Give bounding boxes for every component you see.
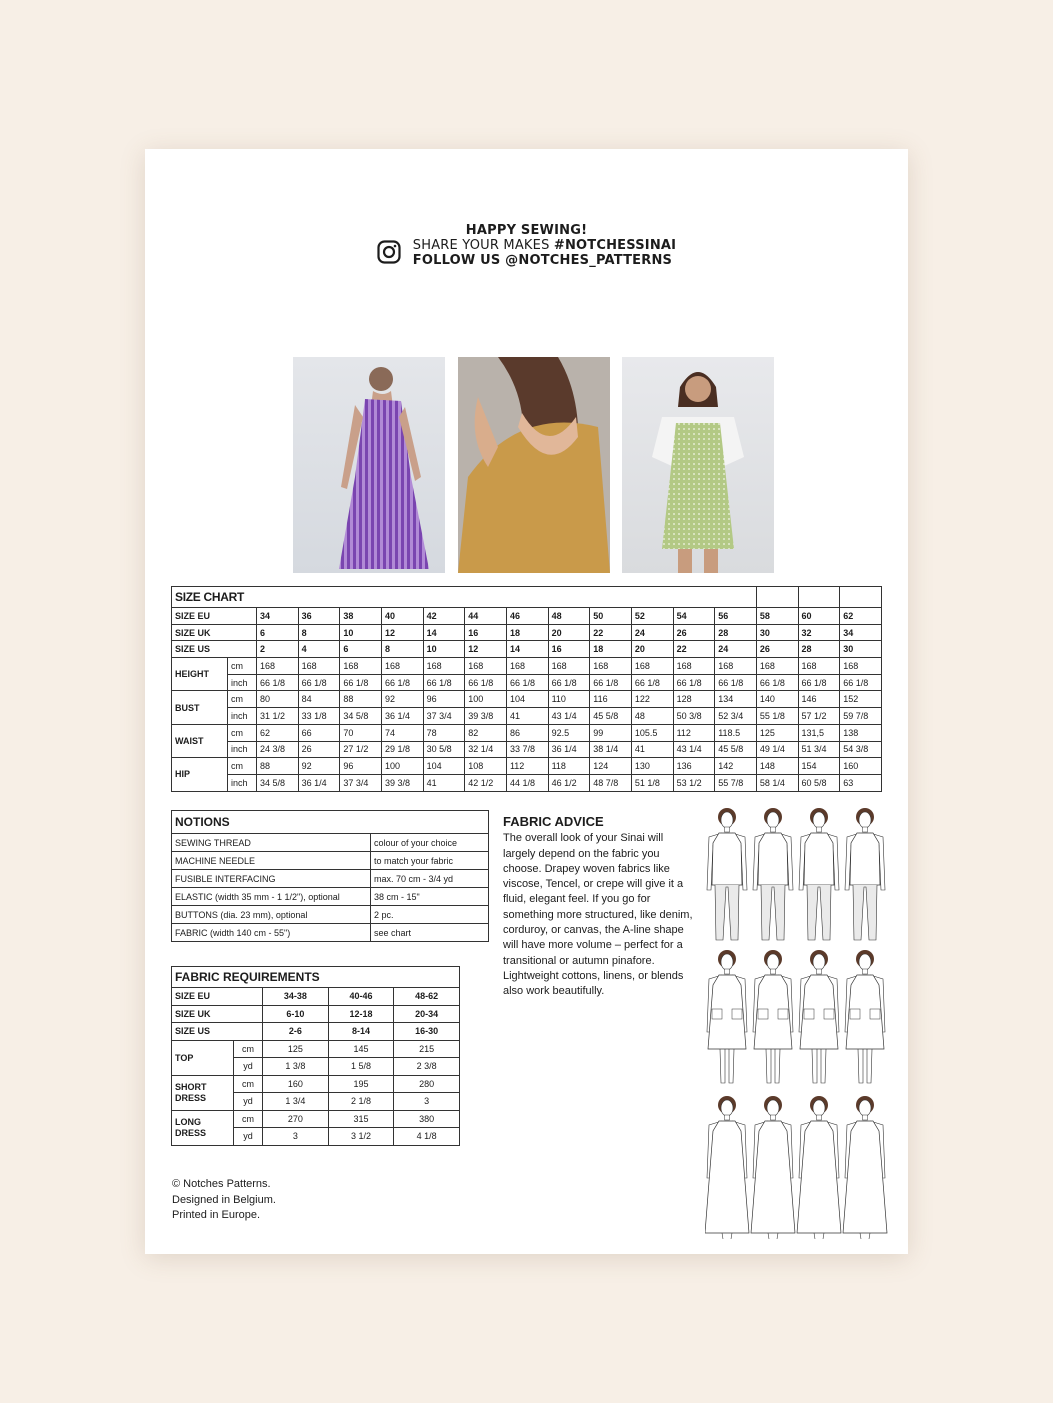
top-figure-1 (707, 808, 747, 940)
photo-purple-striped-dress (293, 357, 445, 573)
share-line: SHARE YOUR MAKES #NOTCHESSINAI (412, 238, 677, 253)
fabric-advice (503, 814, 693, 1000)
short-dress-cm-row: SHORT DRESS cm 160 195 280 (172, 1075, 460, 1093)
size-uk-row: SIZE UK 6 8 10 12 14 16 18 20 22 24 26 28 30 32 34 (172, 624, 882, 641)
bust-cm-row: BUST cm 80 84 88 92 96 100 104 110 116 122 128 134 140 146 152 (172, 691, 882, 708)
short-dress-figure-1 (707, 950, 747, 1083)
fabric-advice-title: FABRIC ADVICE (503, 814, 604, 829)
printed-in: Printed in Europe. (172, 1209, 261, 1221)
long-dress-figure-4 (843, 1096, 887, 1239)
top-figure-3 (799, 808, 839, 940)
hip-cm-row: HIP cm 88 92 96 100 104 108 112 118 124 130 136 142 148 154 160 (172, 758, 882, 775)
technical-drawings (705, 805, 890, 1245)
notion-row: MACHINE NEEDLE to match your fabric (172, 852, 489, 870)
size-us-row: SIZE US 2 4 6 8 10 12 14 16 18 20 22 24 26 28 30 (172, 641, 882, 658)
fabric-size-uk-row: SIZE UK 6-10 12-18 20-34 (172, 1005, 460, 1023)
fabric-requirements-table (171, 966, 460, 1146)
notions-table (171, 810, 489, 942)
notion-row: FUSIBLE INTERFACING max. 70 cm - 3/4 yd (172, 870, 489, 888)
follow-line: FOLLOW US @NOTCHES_PATTERNS (412, 253, 673, 268)
height-cm-row: HEIGHT cm 168 168 168 168 168 168 168 168 168 168 168 168 168 168 168 (172, 658, 882, 675)
top-figure-2 (753, 808, 793, 940)
fabric-requirements-title: FABRIC REQUIREMENTS (172, 967, 460, 988)
photo-ochre-satin-top (458, 357, 610, 573)
long-dress-figure-1 (705, 1096, 749, 1239)
size-chart-title: SIZE CHART (172, 587, 757, 608)
photo-green-floral-pinafore (622, 357, 774, 573)
notion-row: BUTTONS (dia. 23 mm), optional 2 pc. (172, 906, 489, 924)
fabric-size-us-row: SIZE US 2-6 8-14 16-30 (172, 1023, 460, 1041)
bust-inch-row: inch 31 1/2 33 1/8 34 5/8 36 1/4 37 3/4 39 3/8 41 43 1/4 45 5/8 48 50 3/8 52 3/4 55 1/8 57 1/2 59 7/8 (172, 708, 882, 725)
short-dress-yd-row: yd 1 3/4 2 1/8 3 (172, 1093, 460, 1111)
notion-row: FABRIC (width 140 cm - 55") see chart (172, 924, 489, 942)
hip-inch-row: inch 34 5/8 36 1/4 37 3/4 39 3/8 41 42 1/2 44 1/8 46 1/2 48 7/8 51 1/8 53 1/2 55 7/8 58 1/4 60 5/8 63 (172, 774, 882, 791)
long-dress-yd-row: yd 3 3 1/2 4 1/8 (172, 1128, 460, 1146)
notion-row: SEWING THREAD colour of your choice (172, 834, 489, 852)
top-yd-row: yd 1 3/8 1 5/8 2 3/8 (172, 1058, 460, 1076)
happy-sewing-heading: HAPPY SEWING! (465, 223, 588, 238)
long-dress-figure-3 (797, 1096, 841, 1239)
footer (172, 1177, 276, 1224)
short-dress-figure-3 (799, 950, 839, 1083)
size-eu-row: SIZE EU 34 36 38 40 42 44 46 48 50 52 54 56 58 60 62 (172, 608, 882, 625)
short-dress-figure-4 (845, 950, 885, 1083)
notions-title: NOTIONS (172, 811, 489, 834)
designed-in: Designed in Belgium. (172, 1193, 276, 1206)
top-figure-4 (845, 808, 885, 940)
copyright: © Notches Patterns. (172, 1178, 271, 1190)
instagram-icon (377, 240, 401, 264)
waist-cm-row: WAIST cm 62 66 70 74 78 82 86 92.5 99 105.5 112 118.5 125 131,5 138 (172, 724, 882, 741)
long-dress-figure-2 (751, 1096, 795, 1239)
height-inch-row: inch 66 1/8 66 1/8 66 1/8 66 1/8 66 1/8 66 1/8 66 1/8 66 1/8 66 1/8 66 1/8 66 1/8 66 1/8 66 1/8 66 1/8 66 1/8 (172, 674, 882, 691)
pattern-sheet (145, 149, 908, 1254)
fabric-advice-text: The overall look of your Sinai will largely depend on the fabric you choose. Drapey woven fabrics like viscose, Tencel, or crepe will give it a fluid, elegant feel. If you go for something more structured, like denim, corduroy, or canvas, the A-line shape will have more volume – perfect for a transitional or autumn pinafore. Lightweight cottons, linens, or blends also work beautifully. (503, 832, 693, 998)
waist-inch-row: inch 24 3/8 26 27 1/2 29 1/8 30 5/8 32 1/4 33 7/8 36 1/4 38 1/4 41 43 1/4 45 5/8 49 1/4 51 3/4 54 3/8 (172, 741, 882, 758)
short-dress-figure-2 (753, 950, 793, 1083)
header (145, 223, 908, 268)
long-dress-cm-row: LONG DRESS cm 270 315 380 (172, 1110, 460, 1128)
top-cm-row: TOP cm 125 145 215 (172, 1040, 460, 1058)
notion-row: ELASTIC (width 35 mm - 1 1/2"), optional 38 cm - 15" (172, 888, 489, 906)
hashtag: #NOTCHESSINAI (553, 238, 677, 253)
fabric-size-eu-row: SIZE EU 34-38 40-46 48-62 (172, 988, 460, 1006)
size-chart-table (171, 586, 882, 792)
